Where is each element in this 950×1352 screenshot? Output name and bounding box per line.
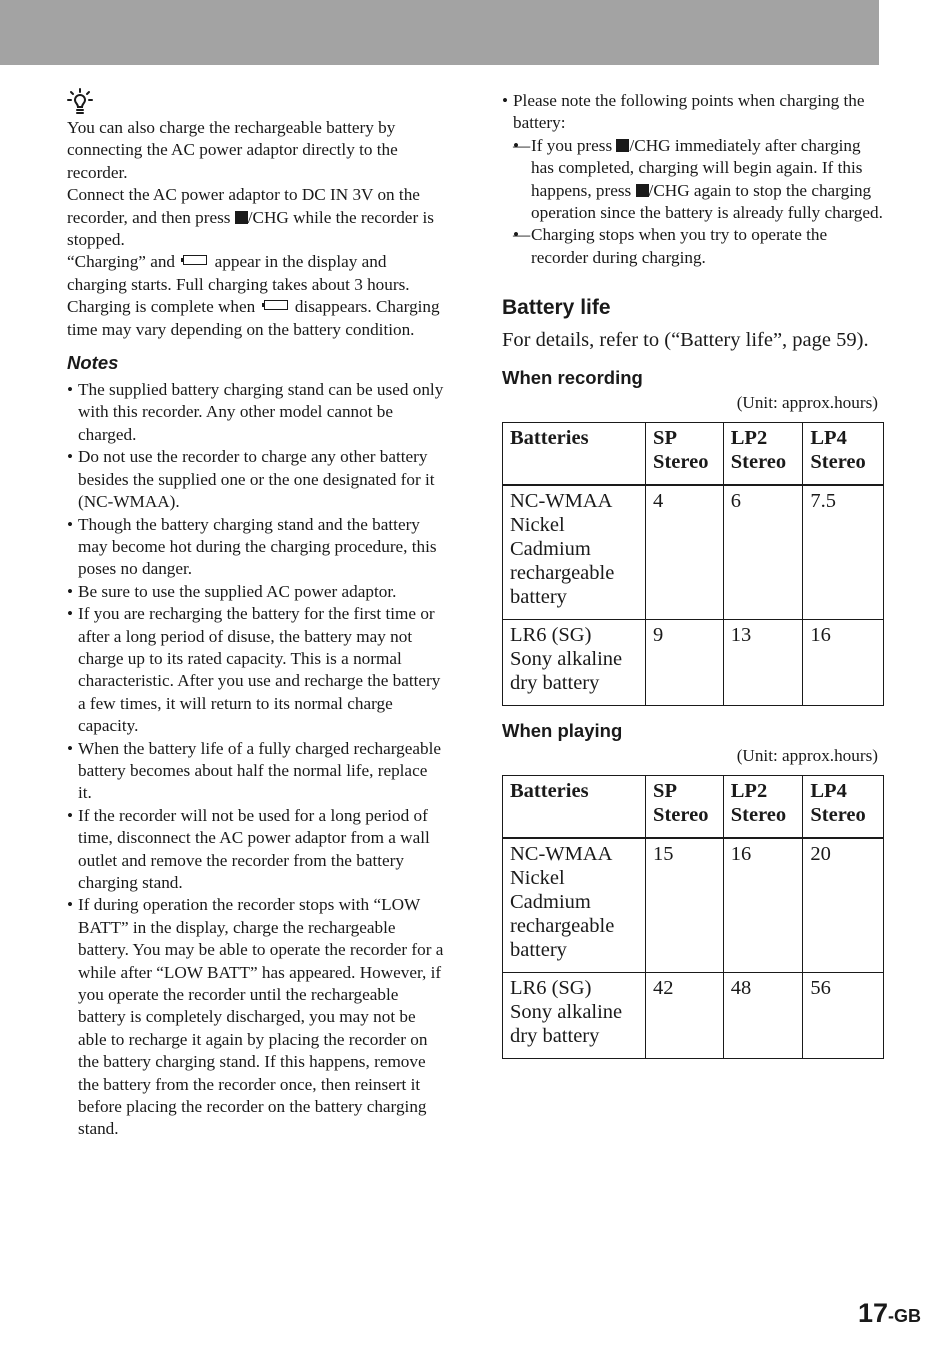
battery-icon bbox=[183, 255, 207, 265]
table-header-row bbox=[503, 776, 884, 839]
table-row bbox=[503, 620, 884, 706]
table-cell: LR6 (SG) Sony alkaline dry battery bbox=[503, 973, 646, 1059]
page-number bbox=[858, 1298, 921, 1329]
list-item bbox=[67, 514, 445, 581]
table-cell: 20 bbox=[803, 838, 884, 973]
text-segment: You can also charge the rechargeable battery by connecting the AC power adaptor directly to the recorder. bbox=[67, 118, 398, 182]
column-header: SP Stereo bbox=[646, 776, 724, 839]
page-number-suffix: -GB bbox=[888, 1306, 921, 1326]
table-cell: 6 bbox=[723, 485, 803, 620]
battery-life-tables bbox=[502, 367, 884, 1059]
column-header: LP4 Stereo bbox=[803, 776, 884, 839]
column-header: Batteries bbox=[503, 776, 646, 839]
text-segment: “Charging” and bbox=[67, 252, 180, 272]
tip-paragraph bbox=[67, 184, 445, 251]
text-segment: appear in the display and charging starts. Full charging takes about 3 hours. Charging is complete when bbox=[67, 252, 410, 317]
text-segment: Though the battery charging stand and the battery may become hot during the charging procedure, this poses no danger. bbox=[78, 514, 437, 579]
list-item bbox=[513, 135, 884, 225]
list-item bbox=[67, 603, 445, 737]
table-row bbox=[503, 485, 884, 620]
list-item bbox=[67, 446, 445, 513]
text-segment: disappears. Charging time may vary depending on the battery condition. bbox=[67, 297, 440, 339]
column-header: LP2 Stereo bbox=[723, 423, 803, 486]
table-cell: 42 bbox=[646, 973, 724, 1059]
right-column bbox=[502, 90, 884, 1059]
table-cell: NC-WMAA Nickel Cadmium rechargeable battery bbox=[503, 485, 646, 620]
notes-heading: Notes bbox=[67, 352, 119, 374]
text-segment: /CHG immediately after charging has completed, charging will begin again. If this happens, press bbox=[531, 135, 863, 200]
column-header: Batteries bbox=[503, 423, 646, 486]
charging-points-intro: Please note the following points when charging the battery: bbox=[513, 91, 865, 133]
table-row bbox=[503, 973, 884, 1059]
header-band bbox=[0, 0, 879, 65]
list-item bbox=[67, 379, 445, 446]
table-cell: 9 bbox=[646, 620, 724, 706]
text-segment: Connect the AC power adaptor to DC IN 3V on the recorder, and then press bbox=[67, 185, 420, 227]
table-cell: 15 bbox=[646, 838, 724, 973]
notes-list bbox=[67, 379, 445, 1141]
table-header-row bbox=[503, 423, 884, 486]
text-segment: /CHG again to stop the charging operation since the battery is already fully charged. bbox=[531, 180, 883, 223]
text-segment: When the battery life of a fully charged rechargeable battery becomes about half the normal life, replace it. bbox=[78, 738, 441, 803]
unit-note: (Unit: approx.hours) bbox=[736, 746, 878, 766]
dash-marker: • — bbox=[513, 135, 531, 155]
page-number-value: 17 bbox=[857, 1298, 888, 1328]
charging-points-dashes bbox=[513, 135, 884, 269]
text-segment: If you are recharging the battery for the first time or after a long period of disuse, the battery may not charge up to its rated capacity. This is a normal characteristic. After you use and recharge the battery a few times, it will return to its normal charge capacity. bbox=[78, 604, 441, 736]
tip-text bbox=[67, 117, 445, 341]
table-cell: 48 bbox=[723, 973, 803, 1059]
table-cell: 56 bbox=[803, 973, 884, 1059]
battery-life-heading: Battery life bbox=[502, 296, 611, 320]
column-header: LP4 Stereo bbox=[803, 423, 884, 486]
text-segment: Charging stops when you try to operate the recorder during charging. bbox=[531, 225, 828, 267]
list-item bbox=[67, 894, 445, 1140]
dash-marker: • — bbox=[513, 225, 531, 245]
text-segment: /CHG while the recorder is stopped. bbox=[67, 207, 434, 250]
table-cell: 7.5 bbox=[803, 485, 884, 620]
stop-square-icon bbox=[616, 139, 629, 152]
list-item bbox=[513, 224, 884, 269]
stop-square-icon bbox=[636, 184, 649, 197]
text-segment: If the recorder will not be used for a long period of time, disconnect the AC power adaptor from a wall outlet and remove the recorder from the battery charging stand. bbox=[78, 805, 430, 892]
list-item bbox=[67, 738, 445, 805]
unit-note: (Unit: approx.hours) bbox=[736, 393, 878, 413]
battery-life-table bbox=[502, 422, 884, 706]
text-segment: If you press bbox=[531, 135, 617, 155]
table-heading: When playing bbox=[502, 720, 623, 742]
text-segment: If during operation the recorder stops with “LOW BATT” in the display, charge the rechargeable battery. You may be able to operate the recorder for a while after “LOW BATT” has appeared. However, if you operate the recorder until the rechargeable battery is completely discharged, you may not be able to recharge it again by placing the recorder on the battery charging stand. If this happens, remove the battery from the recorder once, then reinsert it before placing the recorder on the battery charging stand. bbox=[78, 895, 444, 1139]
text-segment: Be sure to use the supplied AC power adaptor. bbox=[78, 581, 397, 601]
table-row bbox=[503, 838, 884, 973]
battery-life-table bbox=[502, 775, 884, 1059]
stop-square-icon bbox=[235, 211, 248, 224]
battery-life-intro: For details, refer to (“Battery life”, page 59). bbox=[502, 329, 869, 352]
text-segment: Do not use the recorder to charge any other battery besides the supplied one or the one designated for it (NC-WMAA). bbox=[78, 447, 435, 512]
lightbulb-icon bbox=[67, 88, 93, 116]
list-item bbox=[502, 90, 884, 269]
tip-paragraph bbox=[67, 251, 445, 341]
text-segment: The supplied battery charging stand can be used only with this recorder. Any other model cannot be charged. bbox=[78, 380, 444, 444]
table-cell: 4 bbox=[646, 485, 724, 620]
charging-points-list bbox=[502, 90, 884, 269]
column-header: SP Stereo bbox=[646, 423, 724, 486]
column-header: LP2 Stereo bbox=[723, 776, 803, 839]
table-cell: 16 bbox=[803, 620, 884, 706]
list-item bbox=[67, 581, 445, 603]
table-cell: 13 bbox=[723, 620, 803, 706]
battery-icon bbox=[264, 300, 288, 310]
tip-paragraph bbox=[67, 117, 445, 184]
table-cell: 16 bbox=[723, 838, 803, 973]
table-cell: NC-WMAA Nickel Cadmium rechargeable battery bbox=[503, 838, 646, 973]
left-column bbox=[67, 88, 445, 1141]
table-cell: LR6 (SG) Sony alkaline dry battery bbox=[503, 620, 646, 706]
list-item bbox=[67, 805, 445, 895]
table-heading: When recording bbox=[502, 367, 643, 389]
